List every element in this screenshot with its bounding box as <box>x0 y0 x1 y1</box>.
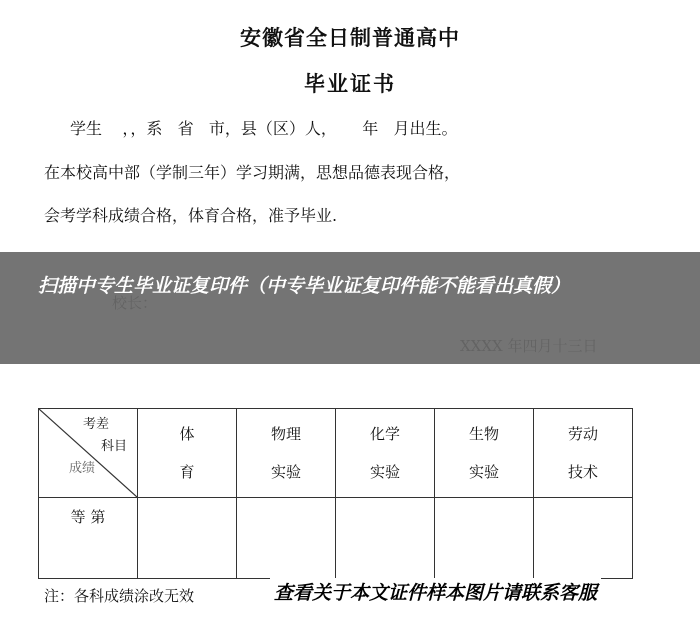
certificate-line-3: 会考学科成绩合格，体育合格，准予毕业. <box>44 206 338 225</box>
school-title: 安徽省全日制普通高中 <box>240 25 460 50</box>
table-row <box>39 498 633 579</box>
certificate-line-2: 在本校高中部（学制三年）学习期满，思想品德表现合格， <box>44 163 461 182</box>
corner-cell <box>39 409 138 498</box>
column-header <box>336 409 435 498</box>
corner-mid-label: 科目 <box>101 439 128 454</box>
column-header <box>534 409 633 498</box>
corner-bottom-label: 成绩 <box>69 461 96 476</box>
document-title: 毕业证书 <box>304 71 396 96</box>
footer-note: 注：各科成绩涂改无效 <box>44 587 195 605</box>
grades-table <box>38 408 633 579</box>
banner-title[interactable]: 扫描中专生毕业证复印件（中专毕业证复印件能不能看出真假） <box>38 275 571 297</box>
column-header-line2: 育 <box>179 463 195 481</box>
column-header-line2: 实验 <box>270 463 301 481</box>
column-header <box>435 409 534 498</box>
column-header-line1: 劳动 <box>567 425 598 443</box>
column-header-line2: 技术 <box>567 463 598 481</box>
column-header-line2: 实验 <box>369 463 400 481</box>
corner-top-label: 考差 <box>83 417 110 432</box>
table-header-row <box>39 409 633 498</box>
rank-cell <box>435 498 534 579</box>
rank-label: 等 第 <box>39 498 138 579</box>
column-header-line1: 物理 <box>270 425 301 443</box>
column-header-line2: 实验 <box>468 463 499 481</box>
column-header-line1: 体 <box>179 425 195 443</box>
rank-cell <box>534 498 633 579</box>
column-header <box>237 409 336 498</box>
column-header-line1: 化学 <box>369 425 400 443</box>
column-header <box>138 409 237 498</box>
contact-overlay[interactable]: 查看关于本文证件样本图片请联系客服 <box>270 578 601 605</box>
rank-cell <box>237 498 336 579</box>
rank-cell <box>138 498 237 579</box>
certificate-line-1: 学生 ，，系 省 市，县（区）人， 年 月出生。 <box>70 119 458 138</box>
column-header-line1: 生物 <box>468 425 499 443</box>
rank-cell <box>336 498 435 579</box>
